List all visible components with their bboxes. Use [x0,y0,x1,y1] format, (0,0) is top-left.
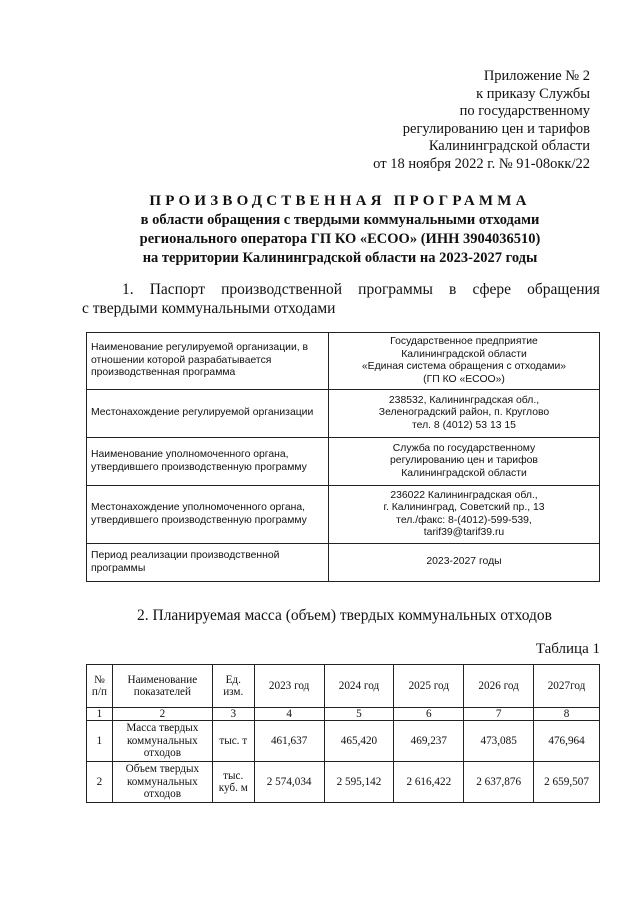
header-cell: 2027год [534,665,600,708]
passport-key: Местонахождение регулируемой организации [87,390,329,438]
table-cell: 2 616,422 [394,762,464,803]
section-2-heading: 2. Планируемая масса (объем) твердых коммунальных отходов [137,607,552,624]
passport-value-line: Зеленоградский район, п. Круглово [378,407,550,419]
table-caption: Таблица 1 [535,641,600,657]
table-cell: 473,085 [464,721,534,762]
column-number-cell: 5 [324,708,394,721]
table-cell: 2 659,507 [534,762,600,803]
passport-value-line: регулированию цен и тарифов [390,455,538,467]
annex-line: от 18 ноября 2022 г. № 91-08окк/22 [373,155,590,172]
annex-line: к приказу Службы [476,85,590,102]
passport-value [329,390,600,438]
section-1-word: сфере [472,281,512,298]
table-cell: 2 595,142 [324,762,394,803]
header-cell: 2023 год [254,665,324,708]
passport-key: Период реализации производственной программы [87,544,329,582]
passport-key: Наименование регулируемой организации, в отношении которой разрабатывается производственная программа [87,333,329,390]
passport-value [329,544,600,582]
header-cell: 2026 год [464,665,534,708]
table-cell: 1 [87,721,113,762]
section-1-line-2: с твердыми коммунальными отходами [82,300,336,317]
table-row [87,721,600,762]
header-cell: 2025 год [394,665,464,708]
passport-row [87,544,600,582]
section-1-word: Паспорт [149,281,206,298]
title-line-2: в области обращения с твердыми коммунальными отходами [140,212,540,228]
column-number-cell: 4 [254,708,324,721]
table-cell: тыс. куб. м [212,762,254,803]
column-number-cell: 2 [112,708,212,721]
passport-row [87,390,600,438]
annex-block [290,68,590,174]
passport-value-line: тел. 8 (4012) 53 13 15 [412,419,516,431]
table-cell: 469,237 [394,721,464,762]
section-1-word: производственной [221,281,343,298]
passport-value-line: Служба по государственному [392,442,536,454]
passport-value-line: (ГП КО «ЕСОО») [423,373,505,385]
passport-table [86,332,600,582]
annex-line: Приложение № 2 [483,68,590,84]
title-line-1: ПРОИЗВОДСТВЕННАЯ ПРОГРАММА [149,193,531,209]
table-cell: 476,964 [534,721,600,762]
table-row [87,762,600,803]
title-line-4: на территории Калининградской области на 2023-2027 годы [142,250,538,266]
section-1-word: в [449,281,457,298]
passport-value-line: тел./факс: 8-(4012)-599-539, [396,514,532,526]
passport-value-line: tarif39@tarif39.ru [423,527,505,538]
passport-value [329,333,600,390]
document-title [60,192,620,268]
passport-value-line: «Единая система обращения с отходами» [361,361,567,372]
waste-mass-table [86,664,600,803]
passport-value-line: 2023-2027 годы [426,556,502,568]
section-1-word: программы [358,281,433,298]
table-cell: Масса твердых коммунальных отходов [112,721,212,762]
annex-line: Калининградской области [428,138,590,155]
column-number-cell: 6 [394,708,464,721]
passport-key: Местонахождение уполномоченного органа, утвердившего производственную программу [87,486,329,544]
section-1-line-1 [85,280,600,299]
column-number-row [87,708,600,721]
passport-value-line: 236022 Калининградская обл., [390,489,538,501]
column-number-cell: 3 [212,708,254,721]
passport-value-line: Калининградской области [401,348,527,360]
section-1-word: обращения [527,281,600,298]
header-cell: Наименование показателей [112,665,212,708]
table-cell: 461,637 [254,721,324,762]
column-number-cell: 8 [534,708,600,721]
header-cell: Ед. изм. [212,665,254,708]
passport-value-line: Калининградской области [401,467,527,479]
column-number-cell: 1 [87,708,113,721]
section-1-word: 1. [122,281,134,298]
table-cell: 465,420 [324,721,394,762]
passport-value-line: Государственное предприятие [390,336,538,347]
passport-value-line: 238532, Калининградская обл., [388,394,540,406]
passport-value [329,486,600,544]
table-cell: 2 574,034 [254,762,324,803]
table-cell: 2 [87,762,113,803]
annex-line: регулированию цен и тарифов [402,120,590,137]
header-cell: 2024 год [324,665,394,708]
table-header-row [87,665,600,708]
annex-line: по государственному [459,103,590,120]
passport-key: Наименование уполномоченного органа, утвердившего производственную программу [87,438,329,486]
header-cell: № п/п [87,665,113,708]
table-cell: 2 637,876 [464,762,534,803]
passport-row [87,486,600,544]
column-number-cell: 7 [464,708,534,721]
table-cell: тыс. т [212,721,254,762]
passport-value-line: г. Калининград, Советский пр., 13 [383,502,545,513]
passport-value [329,438,600,486]
passport-row [87,438,600,486]
passport-row [87,333,600,390]
section-1-heading [82,280,600,318]
table-cell: Объем твердых коммунальных отходов [112,762,212,803]
title-line-3: регионального оператора ГП КО «ЕСОО» (ИНН 3904036510) [139,231,541,247]
